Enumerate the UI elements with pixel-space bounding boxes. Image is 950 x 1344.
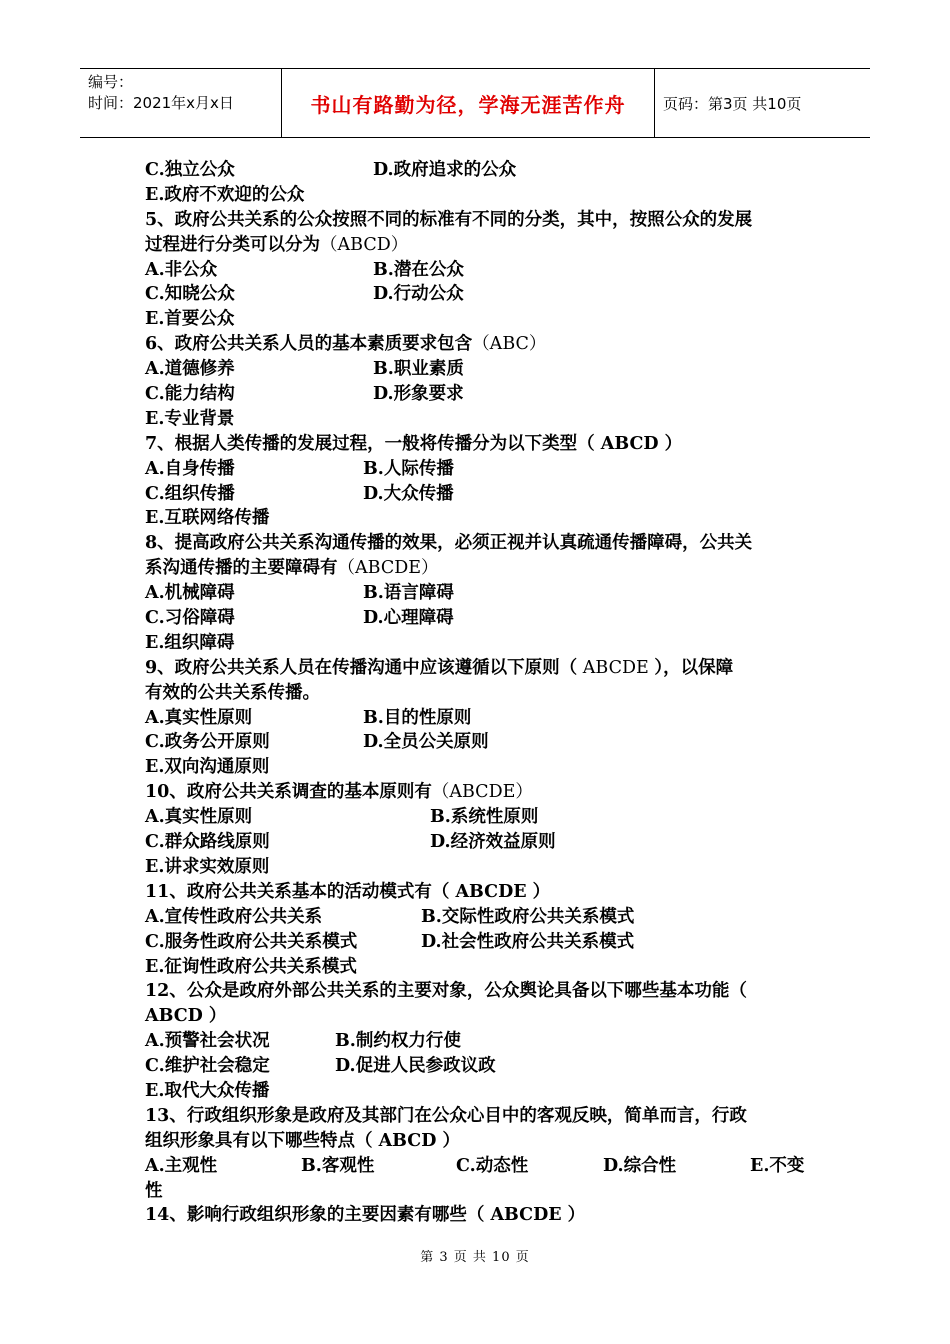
option-item: D.促进人民参政议政: [335, 1056, 496, 1077]
option-item: B.系统性原则: [430, 807, 539, 828]
option-item: C.知晓公众: [145, 284, 235, 305]
option-item: D.社会性政府公共关系模式: [421, 931, 635, 952]
option-item: E.互联网络传播: [145, 508, 270, 529]
page-header: [80, 68, 870, 138]
option-item: C.动态性: [456, 1155, 529, 1176]
option-item: D.心理障碍: [363, 608, 454, 629]
option-item: A.宣传性政府公共关系: [145, 906, 323, 927]
option-item: D.经济效益原则: [430, 832, 556, 853]
options-line: [145, 1154, 815, 1179]
options-line: [145, 258, 815, 283]
option-item: A.主观性: [145, 1155, 218, 1176]
serial-label: 编号：: [88, 73, 134, 91]
option-item: A.预警社会状况: [145, 1031, 270, 1052]
question-text: 组织形象具有以下哪些特点（ ABCD ）: [145, 1130, 460, 1151]
option-item: D.政府追求的公众: [373, 160, 517, 180]
option-item: C.独立公众: [145, 160, 235, 180]
question-text: 14、影响行政组织形象的主要因素有哪些（ ABCDE ）: [145, 1205, 586, 1226]
question-line: [145, 1203, 815, 1228]
option-item: E.征询性政府公共关系模式: [145, 956, 357, 977]
option-item: A.道德修养: [145, 359, 235, 380]
options-line: [145, 730, 815, 755]
question-text: 12、公众是政府外部公共关系的主要对象，公众舆论具备以下哪些基本功能（: [145, 981, 747, 1002]
option-item: A.非公众: [145, 259, 218, 280]
option-item: D.行动公众: [373, 284, 464, 305]
time-label: 时间：2021年x月x日: [88, 94, 234, 112]
options-line: [145, 457, 815, 482]
question-line: [145, 531, 815, 556]
options-line: [145, 855, 815, 880]
options-line: [145, 407, 815, 432]
option-item: A.真实性原则: [145, 707, 253, 728]
question-line: [145, 1004, 815, 1029]
question-line: [145, 780, 815, 805]
options-line: [145, 357, 815, 382]
header-meta: [80, 69, 282, 137]
option-item: D.大众传播: [363, 483, 454, 504]
question-line: [145, 979, 815, 1004]
options-line: [145, 905, 815, 930]
question-text: 7、根据人类传播的发展过程，一般将传播分为以下类型（ ABCD ）: [145, 433, 683, 454]
question-line: [145, 208, 815, 233]
option-item: E.双向沟通原则: [145, 757, 270, 778]
option-item: C.组织传播: [145, 483, 235, 504]
options-line: [145, 1054, 815, 1079]
option-item: E.专业背景: [145, 408, 235, 429]
options-line: [145, 382, 815, 407]
options-line: [145, 282, 815, 307]
option-item: B.潜在公众: [373, 259, 464, 280]
header-motto: 书山有路勤为径，学海无涯苦作舟: [282, 69, 655, 137]
answer-key: （ABC）: [472, 334, 547, 355]
question-text: 系沟通传播的主要障碍有: [145, 558, 338, 579]
question-text: ABCD ）: [145, 1006, 227, 1027]
option-item: B.制约权力行使: [335, 1031, 461, 1052]
question-text: 5、政府公共关系的公众按照不同的标准有不同的分类，其中，按照公众的发展: [145, 209, 753, 230]
page-footer: 第 3 页 共 10 页: [420, 1250, 530, 1265]
options-line: [145, 581, 815, 606]
option-item: B.职业素质: [373, 359, 464, 380]
question-text-tail: ），以保障: [654, 657, 734, 678]
options-line: [145, 1179, 815, 1204]
question-text: 9、政府公共关系人员在传播沟通中应该遵循以下原则（: [145, 657, 578, 678]
options-line: [145, 506, 815, 531]
options-line: [145, 606, 815, 631]
option-item: E.讲求实效原则: [145, 856, 270, 877]
options-line: [145, 955, 815, 980]
option-item: B.语言障碍: [363, 583, 454, 604]
question-text: 有效的公共关系传播。: [145, 682, 320, 703]
options-line: [145, 631, 815, 656]
options-line: [145, 830, 815, 855]
options-line: [145, 482, 815, 507]
answer-key: ABCDE: [577, 657, 655, 678]
question-text: 8、提高政府公共关系沟通传播的效果，必须正视并认真疏通传播障碍，公共关: [145, 533, 753, 554]
options-line: [145, 1029, 815, 1054]
options-line: [145, 755, 815, 780]
option-item: A.真实性原则: [145, 807, 253, 828]
question-text: 6、政府公共关系人员的基本素质要求包含: [145, 334, 473, 355]
question-line: [145, 233, 815, 258]
option-item: D.全员公关原则: [363, 732, 489, 753]
question-line: [145, 556, 815, 581]
question-line: [145, 432, 815, 457]
question-line: [145, 1104, 815, 1129]
answer-key: （ABCDE）: [431, 782, 533, 803]
option-item: E.政府不欢迎的公众: [145, 184, 305, 205]
option-item: E.组织障碍: [145, 632, 235, 653]
answer-key: （ABCD）: [320, 234, 409, 255]
header-page-info: 页码：第3页 共10页: [663, 94, 802, 113]
question-text: 13、行政组织形象是政府及其部门在公众心目中的客观反映，简单而言，行政: [145, 1105, 747, 1126]
option-item: C.群众路线原则: [145, 832, 270, 853]
option-item: A.机械障碍: [145, 583, 235, 604]
answer-key: （ABCDE）: [337, 558, 439, 579]
question-line: [145, 880, 815, 905]
option-item: 性: [145, 1180, 163, 1201]
options-line: [145, 158, 815, 183]
option-item: D.形象要求: [373, 384, 464, 405]
option-item: D.综合性: [603, 1155, 677, 1176]
option-item: E.不变: [750, 1155, 805, 1176]
option-item: C.习俗障碍: [145, 608, 235, 629]
options-line: [145, 1079, 815, 1104]
question-line: [145, 681, 815, 706]
options-line: [145, 183, 815, 208]
option-item: C.能力结构: [145, 384, 235, 405]
option-item: E.取代大众传播: [145, 1080, 270, 1101]
option-item: C.服务性政府公共关系模式: [145, 931, 358, 952]
document-body: [145, 158, 815, 1228]
option-item: B.客观性: [301, 1155, 375, 1176]
question-text: 10、政府公共关系调查的基本原则有: [145, 782, 432, 803]
option-item: E.首要公众: [145, 309, 235, 330]
option-item: C.维护社会稳定: [145, 1056, 270, 1077]
question-line: [145, 656, 815, 681]
options-line: [145, 307, 815, 332]
options-line: [145, 930, 815, 955]
question-text: 过程进行分类可以分为: [145, 234, 320, 255]
option-item: B.交际性政府公共关系模式: [421, 906, 635, 927]
option-item: B.目的性原则: [363, 707, 472, 728]
option-item: A.自身传播: [145, 458, 235, 479]
option-item: B.人际传播: [363, 458, 454, 479]
question-text: 11、政府公共关系基本的活动模式有（ ABCDE ）: [145, 881, 551, 902]
option-item: C.政务公开原则: [145, 732, 270, 753]
options-line: [145, 805, 815, 830]
question-line: [145, 332, 815, 357]
options-line: [145, 706, 815, 731]
question-line: [145, 1129, 815, 1154]
